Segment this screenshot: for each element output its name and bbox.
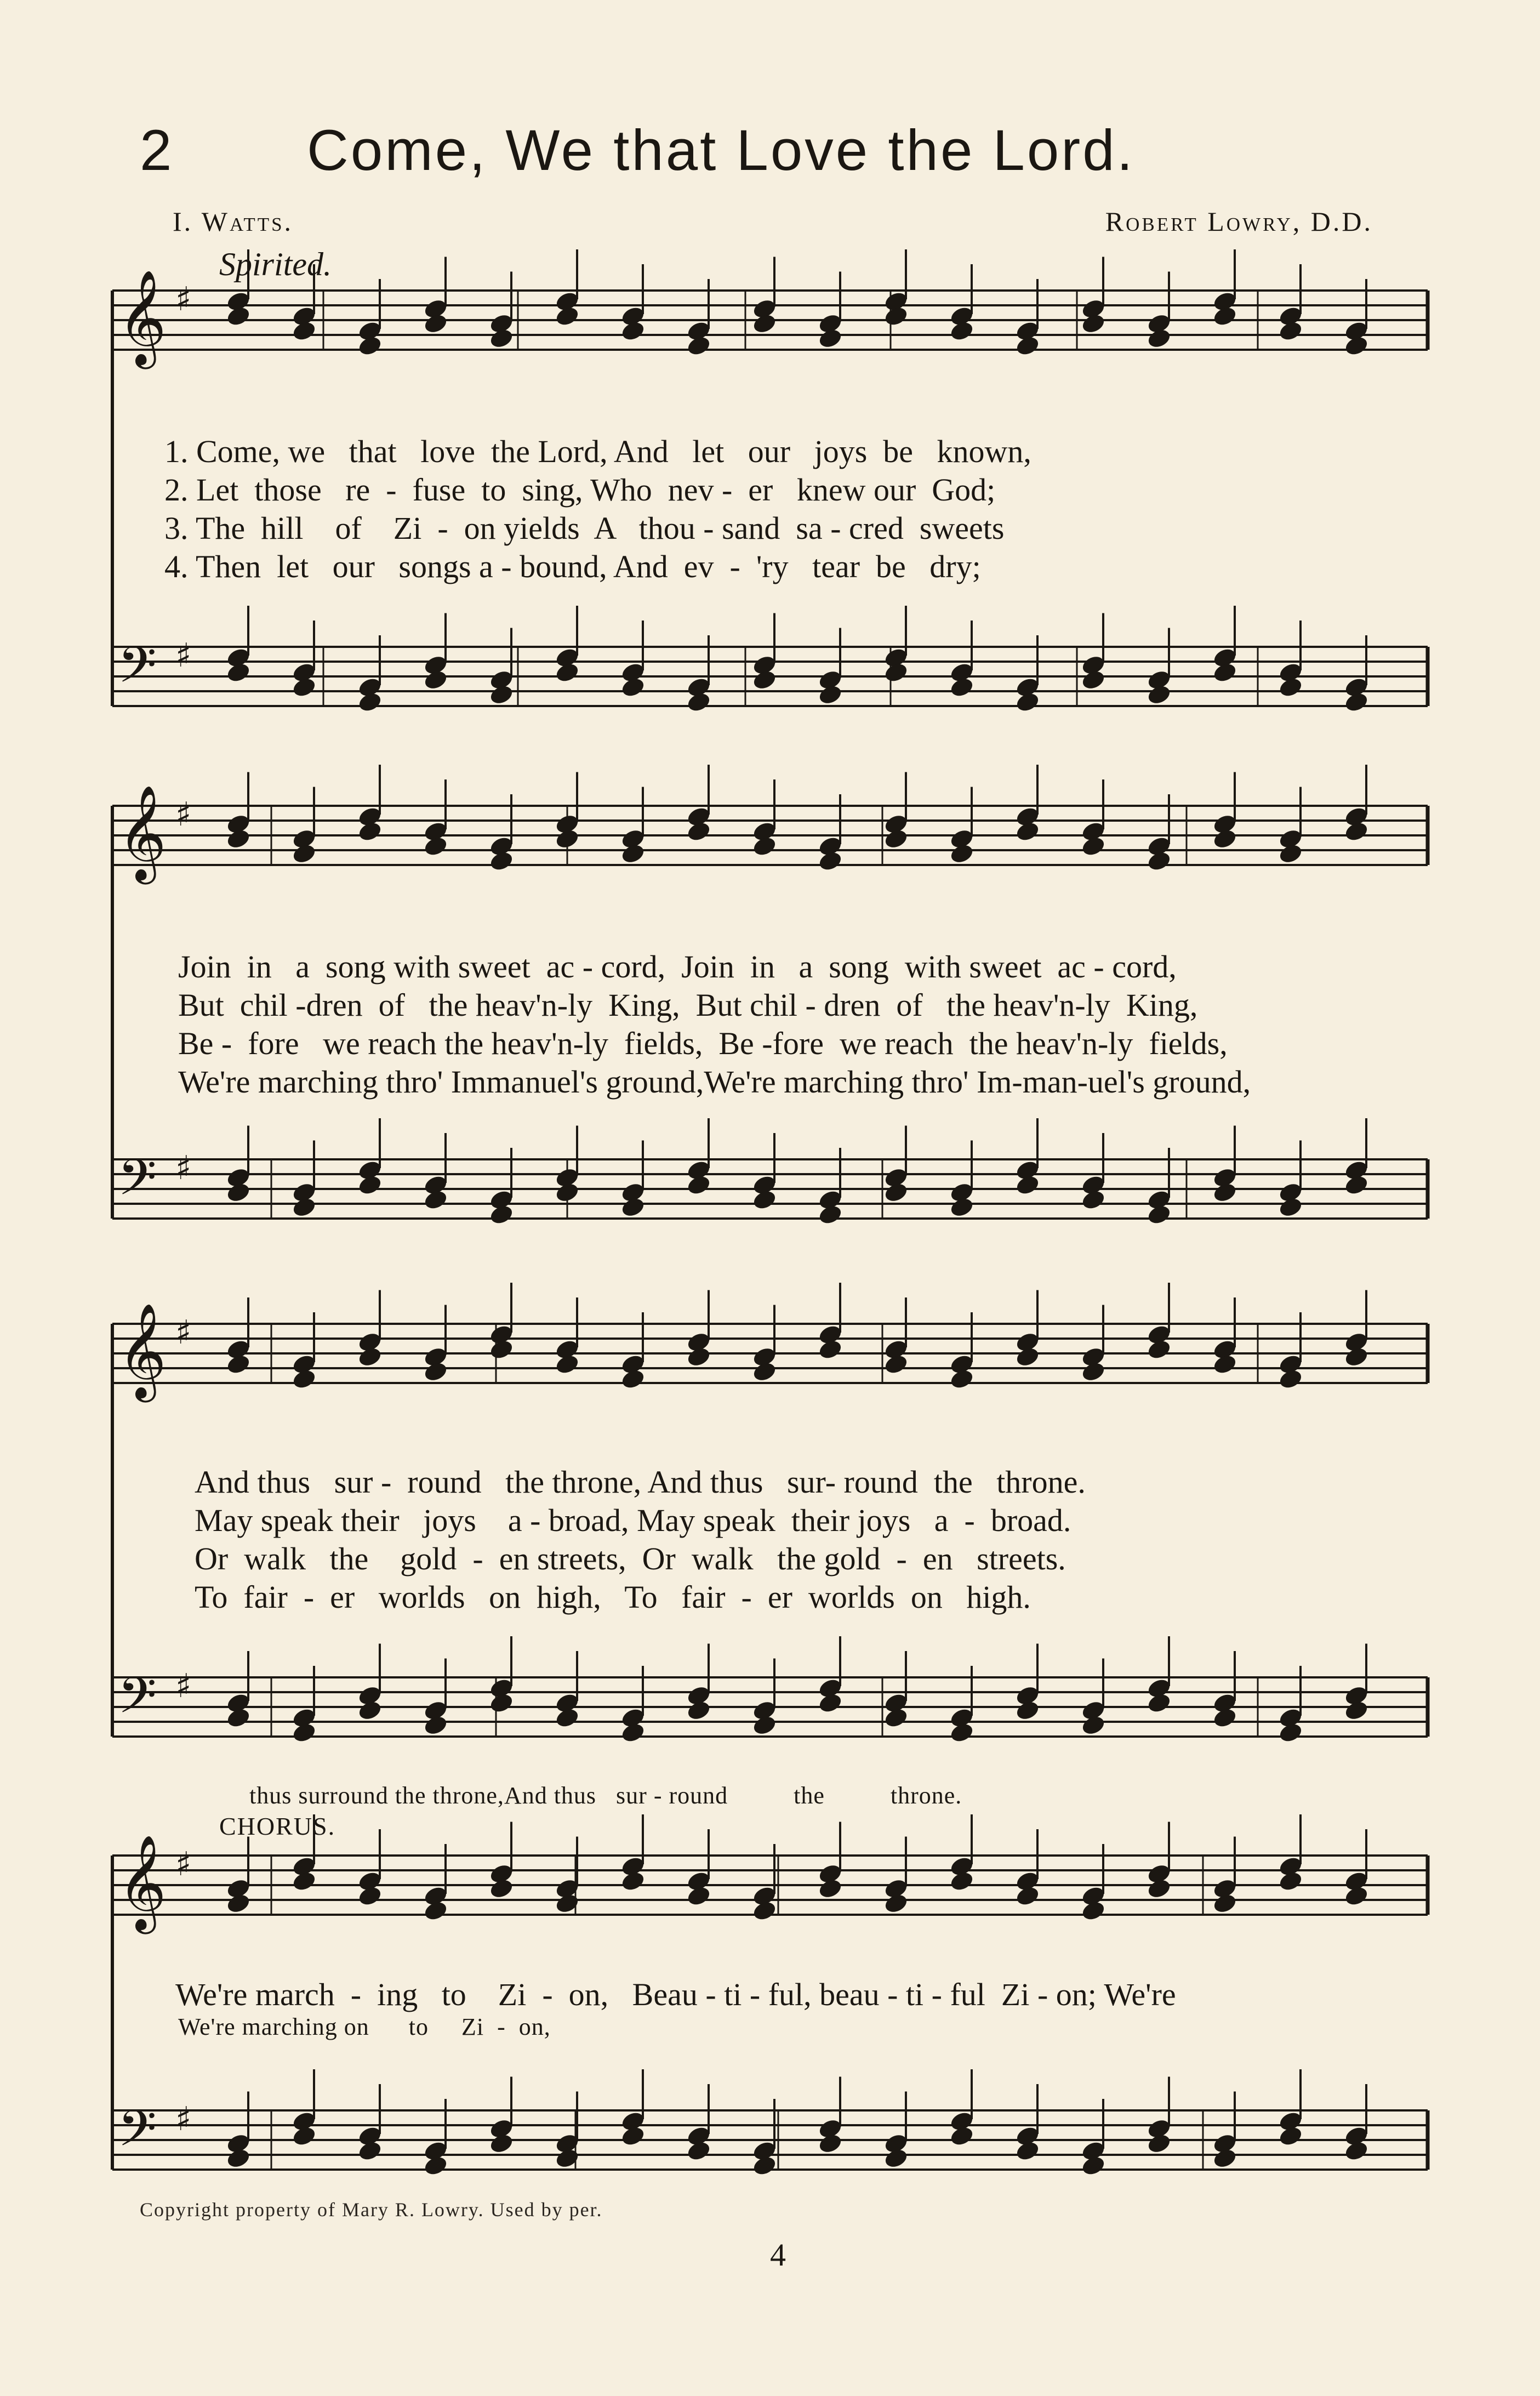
hymn-title: Come, We that Love the Lord. bbox=[307, 118, 1135, 183]
key-signature-icon: ♯ bbox=[175, 1149, 192, 1187]
treble-clef-icon: 𝄞 bbox=[118, 785, 167, 880]
lyric-system3-verse3: Or walk the gold - en streets, Or walk the gold - en streets. bbox=[195, 1541, 1066, 1577]
lyric-system1-verse2: 2. Let those re - fuse to sing, Who nev - er knew our God; bbox=[164, 472, 996, 508]
key-signature-icon: ♯ bbox=[175, 1667, 192, 1705]
lyric-system2-verse4: We're marching thro' Immanuel's ground,We're marching thro' Im-man-uel's ground, bbox=[178, 1064, 1251, 1100]
lyric-system1-verse3: 3. The hill of Zi - on yields A thou - sand sa - cred sweets bbox=[164, 510, 1005, 546]
tempo-marking: Spirited. bbox=[219, 246, 332, 282]
composer-credit: Robert Lowry, D.D. bbox=[1105, 206, 1373, 237]
chorus-label: CHORUS. bbox=[219, 1812, 336, 1840]
bass-lyric-chorus: We're marching on to Zi - on, bbox=[178, 2013, 551, 2040]
bass-clef-icon: 𝄢 bbox=[118, 1148, 157, 1219]
key-signature-icon: ♯ bbox=[175, 2100, 192, 2138]
key-signature-icon: ♯ bbox=[175, 636, 192, 675]
hymn-number: 2 bbox=[140, 118, 172, 183]
bass-clef-icon: 𝄢 bbox=[118, 636, 157, 706]
page-number: 4 bbox=[770, 2237, 786, 2273]
lyric-system3-verse1: And thus sur - round the throne, And thus sur- round the throne. bbox=[195, 1464, 1086, 1500]
lyric-system3-verse4: To fair - er worlds on high, To fair - er worlds on high. bbox=[195, 1579, 1031, 1615]
lyric-system2-verse1: Join in a song with sweet ac - cord, Join in a song with sweet ac - cord, bbox=[178, 949, 1177, 984]
key-signature-icon: ♯ bbox=[175, 280, 192, 318]
key-signature-icon: ♯ bbox=[175, 1845, 192, 1883]
lyric-system2-verse2: But chil -dren of the heav'n-ly King, But chil - dren of the heav'n-ly King, bbox=[178, 987, 1198, 1023]
bass-lyric-system3: thus surround the throne,And thus sur - round the throne. bbox=[249, 1782, 962, 1809]
treble-clef-icon: 𝄞 bbox=[118, 1303, 167, 1398]
lyric-chorus-line: We're march - ing to Zi - on, Beau - ti - ful, beau - ti - ful Zi - on; We're bbox=[175, 1977, 1176, 2012]
bass-clef-icon: 𝄢 bbox=[118, 1666, 157, 1737]
treble-clef-icon: 𝄞 bbox=[118, 270, 167, 365]
key-signature-icon: ♯ bbox=[175, 1313, 192, 1352]
treble-clef-icon: 𝄞 bbox=[118, 1835, 167, 1930]
lyric-system1-verse1: 1. Come, we that love the Lord, And let our joys be known, bbox=[164, 434, 1031, 469]
lyric-system1-verse4: 4. Then let our songs a - bound, And ev - 'ry tear be dry; bbox=[164, 549, 981, 584]
lyric-system2-verse3: Be - fore we reach the heav'n-ly fields, Be -fore we reach the heav'n-ly fields, bbox=[178, 1026, 1228, 1061]
author-credit: I. Watts. bbox=[173, 206, 294, 237]
key-signature-icon: ♯ bbox=[175, 795, 192, 834]
lyric-system3-verse2: May speak their joys a - broad, May speak their joys a - broad. bbox=[195, 1503, 1071, 1538]
bass-clef-icon: 𝄢 bbox=[118, 2099, 157, 2170]
copyright-notice: Copyright property of Mary R. Lowry. Used by per. bbox=[140, 2199, 603, 2221]
